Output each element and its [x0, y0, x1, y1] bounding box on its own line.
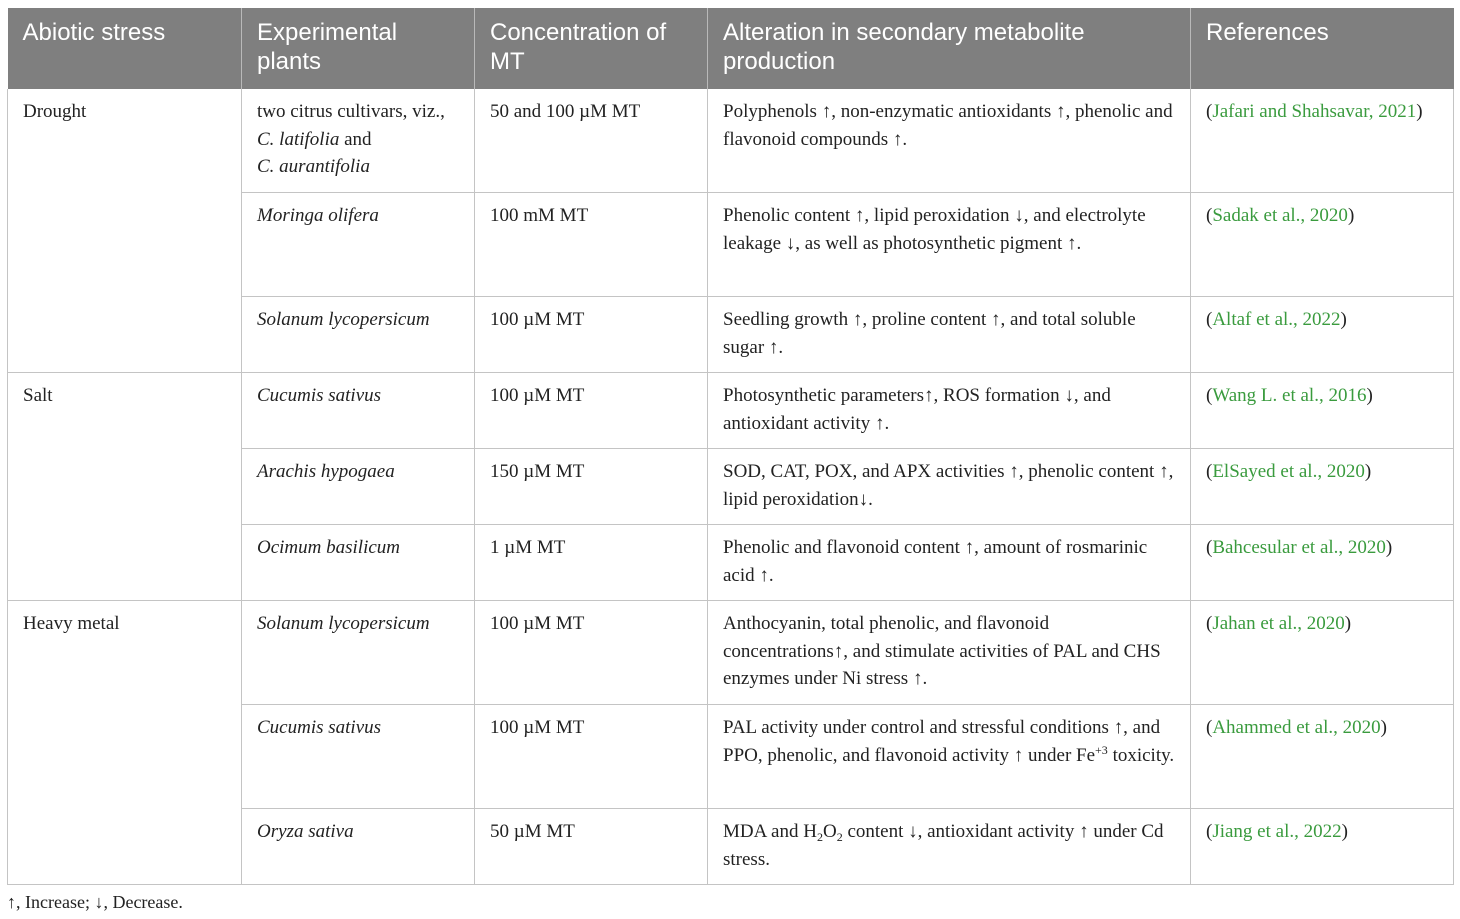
plant-italic: C. aurantifolia: [257, 156, 370, 177]
reference-cell: (Jafari and Shahsavar, 2021): [1191, 89, 1454, 193]
reference-cell: (Sadak et al., 2020): [1191, 193, 1454, 297]
plant-cell: [242, 89, 475, 193]
alteration-cell: Phenolic and flavonoid content ↑, amount of rosmarinic acid ↑.: [708, 525, 1191, 601]
concentration-cell: 50 µM MT: [475, 809, 708, 885]
plant-cell: Ocimum basilicum: [242, 525, 475, 601]
plant-text: two citrus cultivars, viz.,: [257, 101, 445, 122]
metabolite-table: [7, 8, 1454, 885]
plant-cell: Cucumis sativus: [242, 373, 475, 449]
alteration-cell: Phenolic content ↑, lipid peroxidation ↓, and electrolyte leakage ↓, as well as photosynthetic pigment ↑.: [708, 193, 1191, 297]
subscript: 2: [816, 830, 823, 844]
reference-link[interactable]: Altaf et al., 2022: [1212, 309, 1341, 330]
alteration-cell: Seedling growth ↑, proline content ↑, and total soluble sugar ↑.: [708, 297, 1191, 373]
plant-cell: Solanum lycopersicum: [242, 601, 475, 705]
reference-link[interactable]: Jiang et al., 2022: [1212, 821, 1342, 842]
header-abiotic-stress: Abiotic stress: [8, 8, 242, 89]
subscript: 2: [836, 830, 843, 844]
alteration-cell: [708, 809, 1191, 885]
reference-link[interactable]: Sadak et al., 2020: [1212, 205, 1348, 226]
header-alteration: Alteration in secondary metabolite production: [708, 8, 1191, 89]
reference-cell: (Jahan et al., 2020): [1191, 601, 1454, 705]
alteration-text: PAL activity under control and stressful conditions ↑, and PPO, phenolic, and flavonoid activity ↑ under Fe: [723, 717, 1161, 766]
reference-link[interactable]: Wang L. et al., 2016: [1212, 385, 1367, 406]
reference-cell: (Wang L. et al., 2016): [1191, 373, 1454, 449]
reference-link[interactable]: Ahammed et al., 2020: [1212, 717, 1381, 738]
plant-text: and: [344, 128, 372, 150]
stress-drought: Drought: [8, 89, 242, 373]
table-row: [8, 373, 1454, 449]
alteration-cell: SOD, CAT, POX, and APX activities ↑, phenolic content ↑, lipid peroxidation↓.: [708, 449, 1191, 525]
concentration-cell: 1 µM MT: [475, 525, 708, 601]
reference-cell: (Jiang et al., 2022): [1191, 809, 1454, 885]
reference-cell: (Altaf et al., 2022): [1191, 297, 1454, 373]
plant-cell: Moringa olifera: [242, 193, 475, 297]
alteration-cell: [708, 705, 1191, 809]
reference-cell: (Bahcesular et al., 2020): [1191, 525, 1454, 601]
concentration-cell: 100 µM MT: [475, 297, 708, 373]
header-experimental-plants: Experimental plants: [242, 8, 475, 89]
concentration-cell: 100 mM MT: [475, 193, 708, 297]
plant-cell: Oryza sativa: [242, 809, 475, 885]
metabolite-table-container: [7, 8, 1453, 885]
reference-link[interactable]: Bahcesular et al., 2020: [1212, 537, 1386, 558]
plant-cell: Arachis hypogaea: [242, 449, 475, 525]
concentration-cell: 50 and 100 µM MT: [475, 89, 708, 193]
header-references: References: [1191, 8, 1454, 89]
concentration-cell: 100 µM MT: [475, 373, 708, 449]
alteration-cell: Photosynthetic parameters↑, ROS formation ↓, and antioxidant activity ↑.: [708, 373, 1191, 449]
alteration-cell: Anthocyanin, total phenolic, and flavonoid concentrations↑, and stimulate activities of PAL and CHS enzymes under Ni stress ↑.: [708, 601, 1191, 705]
concentration-cell: 100 µM MT: [475, 705, 708, 809]
reference-cell: (ElSayed et al., 2020): [1191, 449, 1454, 525]
alteration-text: O: [822, 821, 837, 842]
concentration-cell: 100 µM MT: [475, 601, 708, 705]
plant-cell: Cucumis sativus: [242, 705, 475, 809]
superscript: +3: [1095, 742, 1108, 757]
reference-link[interactable]: ElSayed et al., 2020: [1212, 461, 1365, 482]
header-row: [8, 8, 1454, 89]
table-row: [8, 89, 1454, 193]
stress-salt: Salt: [8, 373, 242, 601]
alteration-text: toxicity.: [1107, 744, 1175, 766]
reference-cell: (Ahammed et al., 2020): [1191, 705, 1454, 809]
table-footnote: ↑, Increase; ↓, Decrease.: [7, 892, 183, 912]
table-row: [8, 601, 1454, 705]
alteration-cell: Polyphenols ↑, non-enzymatic antioxidants ↑, phenolic and flavonoid compounds ↑.: [708, 89, 1191, 193]
alteration-text: MDA and H: [723, 821, 817, 842]
concentration-cell: 150 µM MT: [475, 449, 708, 525]
plant-italic: C. latifolia: [257, 128, 340, 150]
header-concentration: Concentration of MT: [475, 8, 708, 89]
alteration-text: content ↓, antioxidant activity ↑ under Cd stress.: [723, 821, 1164, 870]
stress-heavy-metal: Heavy metal: [8, 601, 242, 885]
reference-link[interactable]: Jafari and Shahsavar, 2021: [1212, 101, 1417, 122]
plant-cell: Solanum lycopersicum: [242, 297, 475, 373]
reference-link[interactable]: Jahan et al., 2020: [1212, 613, 1345, 634]
